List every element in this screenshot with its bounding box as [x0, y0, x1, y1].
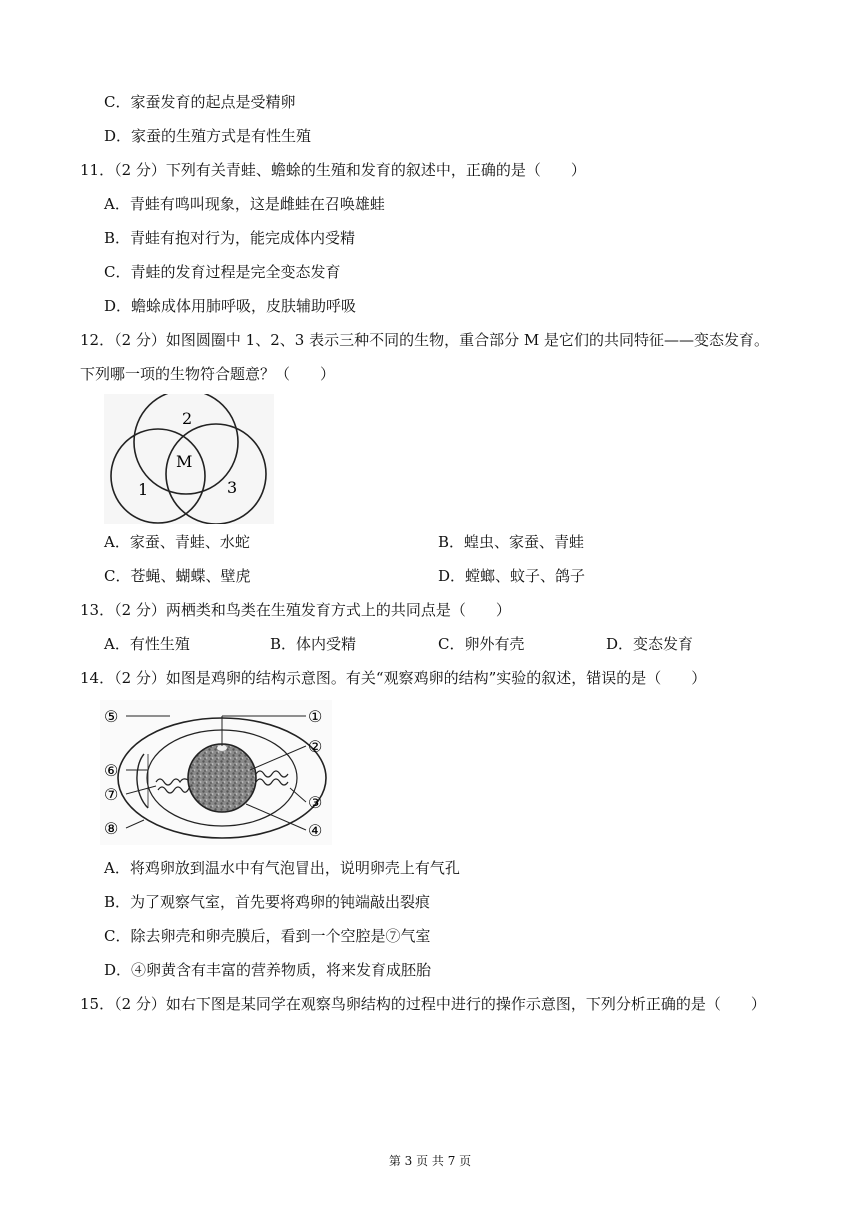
- question-13-option-c: C．卵外有壳: [438, 635, 525, 653]
- egg-label-8: ⑧: [104, 819, 119, 838]
- prev-option-c: C．家蚕发育的起点是受精卵: [104, 93, 296, 111]
- egg-label-4: ④: [308, 821, 323, 840]
- question-11-option-b: B．青蛙有抱对行为，能完成体内受精: [104, 229, 356, 247]
- question-11-option-c: C．青蛙的发育过程是完全变态发育: [104, 263, 341, 281]
- question-12-option-d: D．螳螂、蚊子、鸽子: [438, 567, 586, 585]
- question-12-option-b: B．蝗虫、家蚕、青蛙: [438, 533, 585, 551]
- question-13-stem: 13．（2 分）两栖类和鸟类在生殖发育方式上的共同点是（ ）: [80, 601, 511, 619]
- venn-label-3: 3: [227, 478, 238, 497]
- question-15-stem: 15．（2 分）如右下图是某同学在观察鸟卵结构的过程中进行的操作示意图，下列分析正确的是（ ）: [80, 995, 766, 1013]
- egg-label-2: ②: [308, 737, 323, 756]
- question-13-option-a: A．有性生殖: [104, 635, 190, 653]
- question-12-option-c: C．苍蝇、蝴蝶、壁虎: [104, 567, 251, 585]
- egg-label-7: ⑦: [104, 785, 119, 804]
- question-14-stem: 14．（2 分）如图是鸡卵的结构示意图。有关“观察鸡卵的结构”实验的叙述，错误的是（ ）: [80, 669, 707, 687]
- page-footer: 第 3 页 共 7 页: [388, 1154, 472, 1168]
- venn-label-1: 1: [138, 480, 149, 499]
- egg-label-5: ⑤: [104, 707, 119, 726]
- question-11-stem: 11．（2 分）下列有关青蛙、蟾蜍的生殖和发育的叙述中，正确的是（ ）: [80, 161, 586, 179]
- question-11-option-a: A．青蛙有鸣叫现象，这是雌蛙在召唤雄蛙: [104, 195, 385, 213]
- venn-label-m: M: [176, 452, 193, 471]
- question-14-option-d: D．④卵黄含有丰富的营养物质，将来发育成胚胎: [104, 961, 432, 979]
- question-13-option-b: B．体内受精: [270, 635, 357, 653]
- question-13-option-d: D．变态发育: [606, 635, 694, 653]
- venn-diagram: [104, 394, 274, 524]
- egg-label-6: ⑥: [104, 761, 119, 780]
- question-12-stem-line1: 12．（2 分）如图圆圈中 1、2、3 表示三种不同的生物，重合部分 M 是它们的共同特征——变态发育。: [80, 331, 769, 349]
- question-14-option-c: C．除去卵壳和卵壳膜后，看到一个空腔是⑦气室: [104, 927, 431, 945]
- question-11-option-d: D．蟾蜍成体用肺呼吸，皮肤辅助呼吸: [104, 297, 357, 315]
- egg-label-3: ③: [308, 793, 323, 812]
- egg-label-1: ①: [308, 707, 323, 726]
- question-12-option-a: A．家蚕、青蛙、水蛇: [104, 533, 250, 551]
- venn-label-2: 2: [182, 409, 193, 428]
- prev-option-d: D．家蚕的生殖方式是有性生殖: [104, 127, 312, 145]
- egg-structure-diagram: [100, 700, 332, 845]
- question-12-stem-line2: 下列哪一项的生物符合题意？（ ）: [80, 365, 336, 383]
- question-14-option-a: A．将鸡卵放到温水中有气泡冒出，说明卵壳上有气孔: [104, 859, 460, 877]
- question-14-option-b: B．为了观察气室，首先要将鸡卵的钝端敲出裂痕: [104, 893, 431, 911]
